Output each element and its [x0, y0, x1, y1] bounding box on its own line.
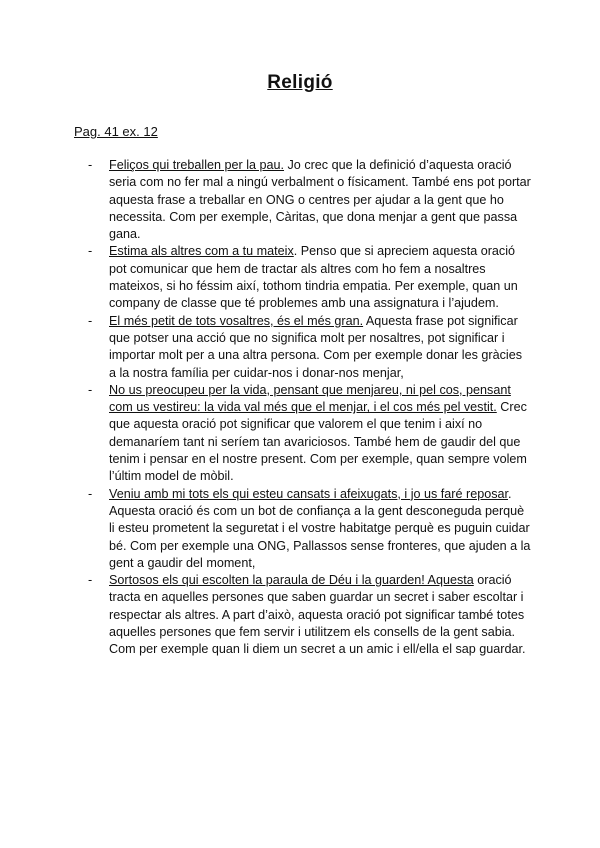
bullet-dash: - — [88, 158, 93, 172]
exercise-reference: Pag. 41 ex. 12 — [74, 124, 158, 139]
item-quote: El més petit de tots vosaltres, és el més gran. — [109, 313, 364, 328]
item-quote: Estima als altres com a tu mateix — [109, 244, 294, 259]
item-quote: No us preocupeu per la vida, pensant que menjareu, ni pel cos, pensant com us vestireu: la vida val més que el menjar, i el cos més pel vestit. — [109, 382, 511, 415]
list-item — [88, 313, 532, 382]
bullet-dash: - — [88, 486, 93, 501]
item-quote: Veniu amb mi tots els qui esteu cansats i afeixugats, i jo us faré reposar — [109, 486, 509, 501]
item-text: . Aquesta oració és com un bot de confiança a la gent desconeguda perquè li esteu prometent la seguretat i el vostre habitatge perquè es puguin cuidar bé. Com per exemple una ONG, Pallassos sense fronteres, que ajuden a la gent a gaudir del moment, — [109, 486, 531, 570]
list-item — [88, 243, 532, 312]
item-text: oració tracta en aquelles persones que saben guardar un secret i saber escoltar i respectar als altres. A part d’això, aquesta oració pot significar també totes aquelles persones que fem servir i utilitzem els consells de la gent sabia. Com per exemple quan li diem un secret a un amic i ell/ella el sap guardar. — [109, 573, 526, 657]
bullet-dash: - — [88, 382, 93, 397]
item-quote: Sortosos els qui escolten la paraula de Déu i la guarden! Aquesta — [109, 573, 474, 588]
item-quote: Feliços qui treballen per la pau. — [109, 158, 285, 172]
item-text: Jo crec que la definició d’aquesta oració seria com no fer mal a ningú verbalment o físicament. També ens pot portar aquesta frase a treballar en ONG o centres per ajudar a la gent que ho necessita. Com per exemple, Càritas, que dona menjar a gent que passa gana. — [109, 158, 531, 242]
list-item — [88, 382, 532, 486]
item-text: Aquesta frase pot significar que potser una acció que no significa molt per nosaltres, pot significar i importar molt per a una altra persona. Com per exemple donar les gràcies a la nostra família per cuidar-nos i donar-nos menjar, — [109, 313, 522, 380]
bullet-dash: - — [88, 573, 93, 588]
item-text: . Penso que si apreciem aquesta oració pot comunicar que hem de tractar als altres com ho fem a nosaltres mateixos, si ho féssim així, tothom tindria empatia. Per exemple, quan un company de classe que té problemes amb una assignatura i l’ajudem. — [109, 244, 518, 311]
reflection-list — [88, 157, 532, 659]
list-item — [88, 157, 532, 243]
bullet-dash: - — [88, 313, 93, 328]
bullet-dash: - — [88, 244, 93, 259]
page-title: Religió — [267, 72, 333, 93]
item-text: Crec que aquesta oració pot significar que valorem el que tenim i així no demanaríem tant ni seríem tan avariciosos. També hem de gaudir del que tenim i pensar en el nostre present. Com per exemple, quan sempre volem l’últim model de mòbil. — [109, 400, 527, 484]
list-item — [88, 486, 532, 572]
list-item — [88, 572, 532, 658]
